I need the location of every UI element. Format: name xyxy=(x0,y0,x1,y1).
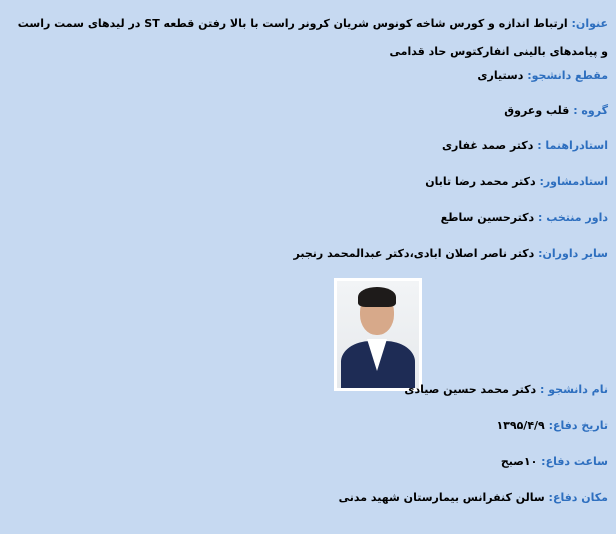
advisor-label: استادمشاور: xyxy=(539,175,608,188)
student-portrait-image xyxy=(337,281,419,388)
defense-time-value: ۱۰صبح xyxy=(500,455,538,468)
advisor-row xyxy=(425,168,608,196)
other-referees-label: سایر داوران: xyxy=(538,247,608,260)
selected-referee-value: دکترحسین ساطع xyxy=(440,211,535,224)
defense-place-label: مکان دفاع: xyxy=(548,491,608,504)
student-name-row xyxy=(404,376,608,404)
supervisor-value: دکتر صمد غفاری xyxy=(441,139,534,152)
selected-referee-row xyxy=(441,204,608,232)
group-label: گروه : xyxy=(573,104,608,117)
student-name-value: دکتر محمد حسین صیادی xyxy=(404,383,537,396)
defense-date-value: ۱۳۹۵/۴/۹ xyxy=(496,419,545,432)
supervisor-label: استادراهنما : xyxy=(537,139,608,152)
advisor-value: دکتر محمد رضا تابان xyxy=(425,175,536,188)
defense-place-row xyxy=(339,484,608,512)
other-referees-row xyxy=(294,240,608,268)
defense-time-row xyxy=(501,448,608,476)
selected-referee-label: داور منتخب : xyxy=(537,211,608,224)
supervisor-row xyxy=(442,132,608,160)
degree-row xyxy=(477,62,608,90)
portrait-hair xyxy=(358,287,396,307)
degree-label: مقطع دانشجو: xyxy=(527,69,608,82)
student-name-label: نام دانشجو : xyxy=(540,383,608,396)
group-value: قلب وعروق xyxy=(504,104,570,117)
degree-value: دستیاری xyxy=(477,69,524,82)
group-row xyxy=(504,97,608,125)
defense-date-label: تاریخ دفاع: xyxy=(548,419,608,432)
title-label: عنوان: xyxy=(571,17,608,30)
other-referees-value: دکتر ناصر اصلان ابادی،دکتر عبدالمحمد رنجبر xyxy=(293,247,535,260)
defense-time-label: ساعت دفاع: xyxy=(541,455,608,468)
defense-place-value: سالن کنفرانس بیمارستان شهید مدنی xyxy=(338,491,545,504)
defense-date-row xyxy=(496,412,608,440)
thesis-title-row xyxy=(8,10,608,66)
student-photo xyxy=(334,278,422,391)
title-value: ارتباط اندازه و کورس شاخه کونوس شریان کرونر راست با بالا رفتن قطعه ST در لیدهای سمت راست و پیامدهای بالینی انفارکتوس حاد قدامی xyxy=(17,17,608,58)
